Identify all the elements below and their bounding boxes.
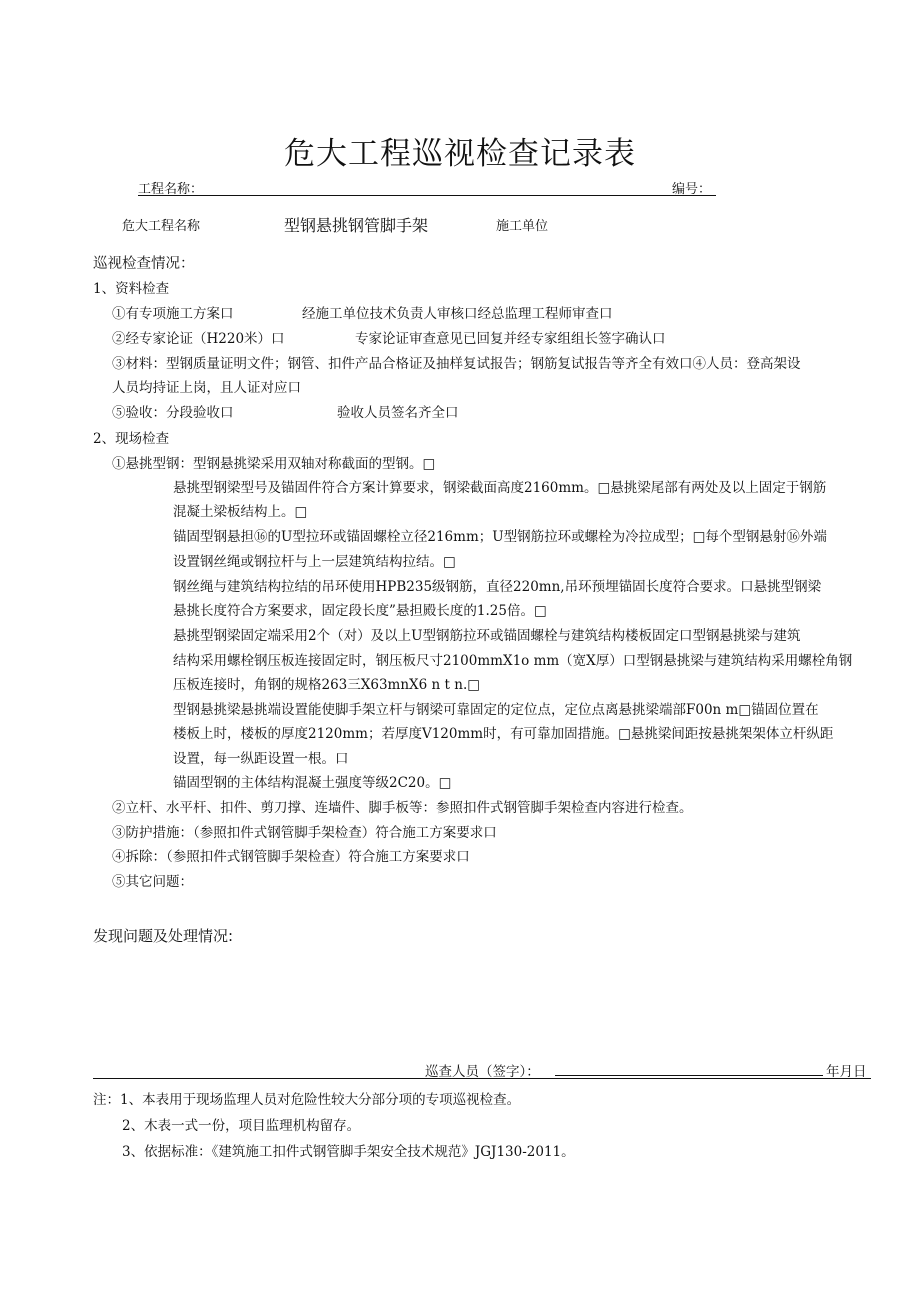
site-check-item-5: ⑤其它问题：	[112, 874, 193, 890]
doc-check-item-1a: ①有专项施工方案口	[112, 306, 234, 322]
site-check-line: 结构采用螺栓钢压板连接固定时，钢压板尺寸2100mmX1o mm（宽X厚）口型钢悬挑梁与建筑结构采用螺栓角钢	[173, 653, 853, 669]
site-check-line: 设置钢丝绳或钢拉杆与上一层建筑结构拉结。□	[173, 554, 456, 570]
doc-check-item-2a: ②经专家论证（H220米）口	[112, 331, 285, 347]
doc-check-item-2b: 专家论证审查意见已回复并经专家组组长签字确认口	[355, 331, 666, 347]
acceptance-item-b: 验收人员签名齐全口	[337, 405, 459, 421]
site-check-line: 混凝土梁板结构上。□	[173, 504, 308, 520]
materials-line-1: ③材料：型钢质量证明文件；钢管、扣件产品合格证及抽样复试报告；钢筋复试报告等齐全有效口④人员：登高架设	[112, 356, 801, 372]
construction-unit-label: 施工单位	[496, 219, 549, 234]
site-check-item-3: ③防护措施：（参照扣件式钢管脚手架检查）符合施工方案要求口	[112, 825, 497, 841]
signature-underline	[555, 1075, 823, 1076]
site-check-line: 设置，每一纵距设置一根。口	[173, 751, 349, 767]
project-type-label: 危大工程名称	[122, 219, 201, 234]
site-check-item-1: ①悬挑型钢：型钢悬挑梁采用双轴对称截面的型钢。□	[112, 456, 436, 472]
section-1-title: 1、资料检查	[93, 281, 170, 297]
site-check-item-4: ④拆除：（参照扣件式钢管脚手架检查）符合施工方案要求口	[112, 849, 470, 865]
note-3: 3、依据标准：《建筑施工扣件式钢管脚手架安全技术规范》JGJ130-2011。	[122, 1144, 575, 1160]
site-check-item-2: ②立杆、水平杆、扣件、剪刀撑、连墙件、脚手板等：参照扣件式钢管脚手架检查内容进行检查。	[112, 800, 693, 816]
inspection-heading: 巡视检查情况：	[93, 256, 195, 272]
site-check-line: 锚固型钢的主体结构混凝土强度等级2C20。□	[173, 775, 452, 791]
site-check-line: 悬挑长度符合方案要求，固定段长度”悬担殿长度的1.25倍。□	[173, 603, 547, 619]
site-check-line: 悬挑型钢梁型号及锚固件符合方案计算要求，钢梁截面高度2160mm。□悬挑梁尾部有两处及以上固定于钢筋	[173, 480, 827, 496]
note-1: 注：1、本表用于现场监理人员对危险性较大分部分项的专项巡视检查。	[93, 1092, 521, 1108]
section-2-title: 2、现场检查	[93, 431, 170, 447]
site-check-line: 型钢悬挑梁悬挑端设置能使脚手架立杆与钢梁可靠固定的定位点，定位点离悬挑梁端部F00n m□锚固位置在	[173, 702, 819, 718]
site-check-line: 悬挑型钢梁固定端采用2个（对）及以上U型钢筋拉环或锚固螺栓与建筑结构楼板固定口型钢悬挑梁与建筑	[173, 628, 801, 644]
inspector-signature-label: 巡查人员（签字）：	[425, 1064, 540, 1080]
project-name-underline	[138, 195, 716, 196]
project-name-label: 工程名称：	[138, 182, 204, 197]
site-check-line: 压板连接时，角钢的规格263三X63mnX6 n t n.□	[173, 677, 480, 693]
site-check-line: 楼板上时，楼板的厚度2120mm；若厚度V120mm时，有可靠加固措施。□悬挑梁间距按悬挑架架体立杆纵距	[173, 726, 834, 742]
site-check-line: 钢丝绳与建筑结构拉结的吊环使用HPB235级钢筋，直径220mn,吊环预埋锚固长度符合要求。口悬挑型钢梁	[173, 579, 822, 595]
note-2: 2、木表一式一份，项目监理机构留存。	[122, 1118, 361, 1134]
page-title: 危大工程巡视检查记录表	[284, 136, 636, 172]
signature-rule	[93, 1078, 871, 1079]
number-label: 编号：	[672, 182, 712, 197]
acceptance-item-a: ⑤验收：分段验收口	[112, 405, 234, 421]
problems-heading: 发现问题及处理情况:	[93, 927, 234, 945]
site-check-line: 锚固型钢悬担⑯的U型拉环或锚固螺栓立径216mm；U型钢筋拉环或螺栓为冷拉成型；□每个型钢悬射⑯外端	[173, 529, 827, 545]
date-label: 年月日	[826, 1064, 867, 1080]
project-type-value: 型钢悬挑钢管脚手架	[284, 216, 429, 235]
materials-line-2: 人员均持证上岗，且人证对应口	[112, 380, 301, 396]
doc-check-item-1b: 经施工单位技术负责人审核口经总监理工程师审查口	[302, 306, 613, 322]
